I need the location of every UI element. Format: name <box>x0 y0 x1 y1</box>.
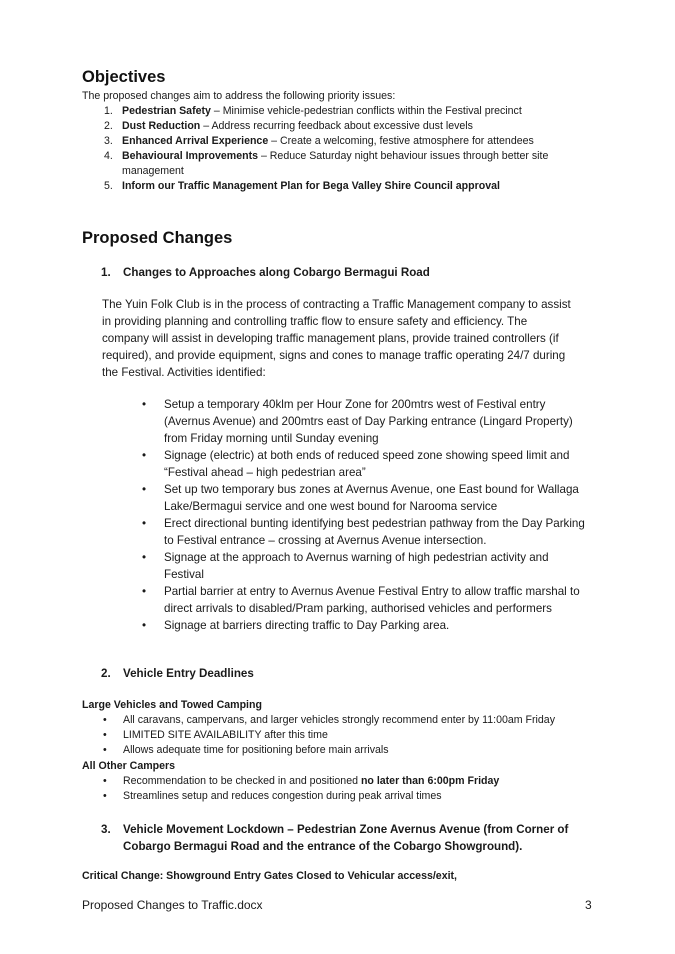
list-item: • Setup a temporary 40klm per Hour Zone for 200mtrs west of Festival entry (Avernus Avenue) and 200mtrs east of Day Parking entrance (Lingard Property) from Friday morning until Sunday evening <box>142 398 573 445</box>
footer-filename: Proposed Changes to Traffic.docx <box>82 898 263 912</box>
list-item: • Erect directional bunting identifying best pedestrian pathway from the Day Parking to Festival entrance – crossing at Avernus Avenue intersection. <box>142 517 585 547</box>
objectives-list <box>82 104 592 194</box>
other-campers-heading: All Other Campers <box>82 760 176 772</box>
large-vehicles-bullets <box>103 713 603 758</box>
list-item: • Streamlines setup and reduces congestion during peak arrival times <box>103 790 442 802</box>
proposed-changes-heading: Proposed Changes <box>82 229 233 247</box>
list-item: 1. Pedestrian Safety – Minimise vehicle-pedestrian conflicts within the Festival precinct <box>104 105 522 117</box>
objectives-heading: Objectives <box>82 68 166 86</box>
section-1-paragraph: The Yuin Folk Club is in the process of contracting a Traffic Management company to assist in providing planning and controlling traffic flow to ensure safety and efficiency. The company will assist in developing traffic management plans, provide trained controllers (if required), and provide equipment, signs and cones to manage traffic operating 24/7 during the Festival. Activities identified: <box>102 298 571 379</box>
list-item: 4. Behavioural Improvements – Reduce Saturday night behaviour issues through better site management <box>104 150 549 177</box>
other-campers-bullets <box>103 774 603 804</box>
list-item: • Set up two temporary bus zones at Avernus Avenue, one East bound for Wallaga Lake/Bermagui service and one west bound for Narooma service <box>142 483 579 513</box>
list-item: 5. Inform our Traffic Management Plan for Bega Valley Shire Council approval <box>104 180 500 192</box>
critical-change-text: Critical Change: Showground Entry Gates Closed to Vehicular access/exit, <box>82 870 458 882</box>
list-item: • Signage at the approach to Avernus warning of high pedestrian activity and Festival <box>142 551 549 581</box>
list-item: • All caravans, campervans, and larger vehicles strongly recommend enter by 11:00am Friday <box>103 714 555 726</box>
list-item: • Partial barrier at entry to Avernus Avenue Festival Entry to allow traffic marshal to direct arrivals to disabled/Pram parking, authorised vehicles and performers <box>142 585 580 615</box>
objectives-intro: The proposed changes aim to address the following priority issues: <box>82 90 396 102</box>
list-item: 3. Enhanced Arrival Experience – Create a welcoming, festive atmosphere for attendees <box>104 135 534 147</box>
page-number: 3 <box>585 898 592 912</box>
list-item: • Signage (electric) at both ends of reduced speed zone showing speed limit and “Festival ahead – high pedestrian area” <box>142 449 570 479</box>
list-item: • LIMITED SITE AVAILABILITY after this time <box>103 729 328 741</box>
list-item: • Recommendation to be checked in and positioned no later than 6:00pm Friday <box>103 775 500 787</box>
list-item: • Allows adequate time for positioning before main arrivals <box>103 744 389 756</box>
section-1-bullets <box>142 396 587 634</box>
list-item: • Signage at barriers directing traffic to Day Parking area. <box>142 619 450 632</box>
section-3-heading: 3. Vehicle Movement Lockdown – Pedestrian Zone Avernus Avenue (from Corner of Cobargo Bermagui Road and the entrance of the Cobargo Showground). <box>101 823 569 853</box>
large-vehicles-heading: Large Vehicles and Towed Camping <box>82 699 262 711</box>
section-1-heading: 1. Changes to Approaches along Cobargo Bermagui Road <box>101 266 430 279</box>
list-item: 2. Dust Reduction – Address recurring feedback about excessive dust levels <box>104 120 473 132</box>
section-2-heading: 2. Vehicle Entry Deadlines <box>101 667 254 680</box>
